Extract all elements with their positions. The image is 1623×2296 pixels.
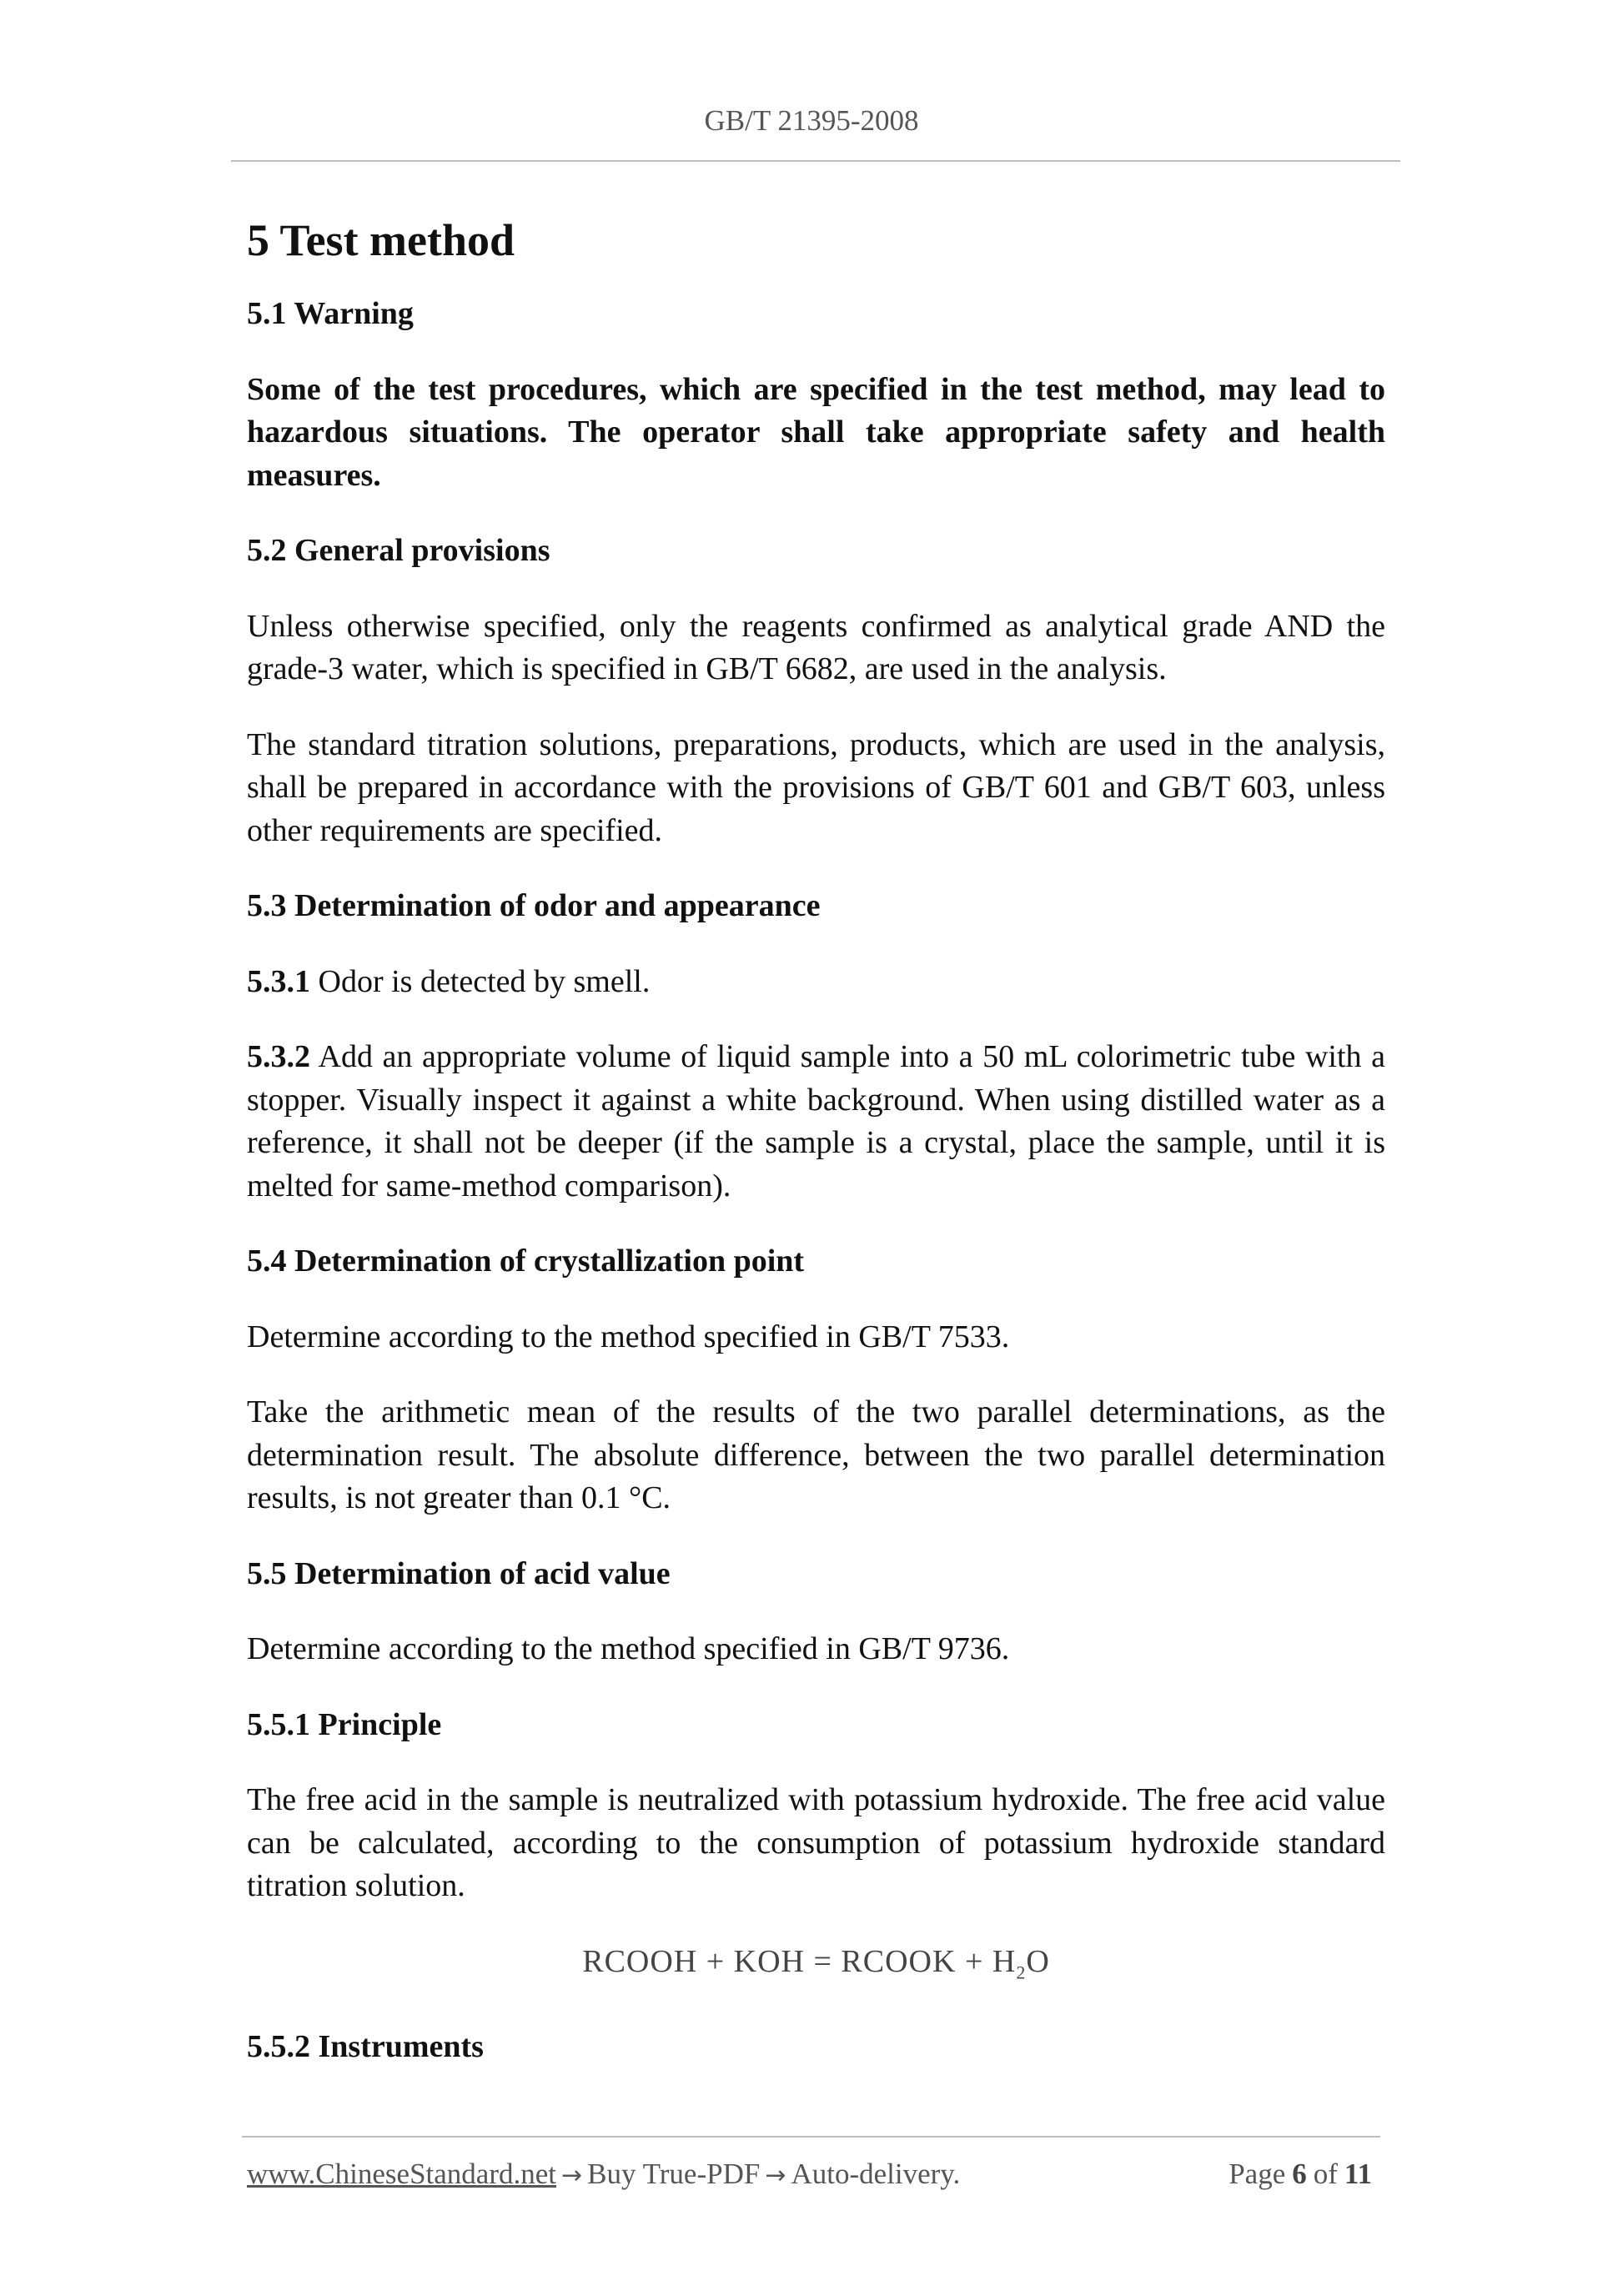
- page-word: Page: [1229, 2158, 1286, 2190]
- running-header: GB/T 21395-2008: [704, 104, 919, 137]
- clause-number: 5.3.1: [247, 963, 310, 999]
- buy-text: Buy True-PDF: [587, 2158, 761, 2190]
- heading-5-5: 5.5 Determination of acid value: [247, 1555, 671, 1591]
- paragraph-5-4-b: Take the arithmetic mean of the results of the two parallel determinations, as the determination result. The absolute difference, between the two parallel determination results, is not greater than 0.1 °C.: [247, 1394, 1385, 1515]
- warning-text: Some of the test procedures, which are specified in the test method, may lead to hazardous situations. The operator shall take appropriate safety and health measures.: [247, 371, 1385, 493]
- heading-5-2: 5.2 General provisions: [247, 533, 550, 568]
- equation-main: RCOOH + KOH = RCOOK + H: [582, 1943, 1017, 1979]
- heading-5-3: 5.3 Determination of odor and appearance: [247, 888, 821, 923]
- heading-5-5-1: 5.5.1 Principle: [247, 1706, 442, 1742]
- page-current: 6: [1292, 2158, 1307, 2190]
- page-total: 11: [1344, 2158, 1372, 2190]
- header-divider: [231, 160, 1400, 162]
- paragraph-5-5: Determine according to the method specified in GB/T 9736.: [247, 1631, 1010, 1666]
- clause-number: 5.3.2: [247, 1039, 310, 1074]
- heading-5-5-2: 5.5.2 Instruments: [247, 2028, 484, 2064]
- heading-5-4: 5.4 Determination of crystallization point: [247, 1243, 805, 1279]
- document-body: [247, 213, 1385, 2101]
- footer-divider: [242, 2136, 1380, 2138]
- paragraph-5-2-b: The standard titration solutions, preparations, products, which are used in the analysis, shall be prepared in accordance with the provisions of GB/T 601 and GB/T 603, unless other requirements are specified.: [247, 726, 1385, 848]
- site-link[interactable]: www.ChineseStandard.net: [247, 2158, 556, 2190]
- equation-subscript: 2: [1016, 1962, 1027, 1983]
- clause-5-3-2: [247, 1036, 1385, 1208]
- paragraph-5-4-a: Determine according to the method specified in GB/T 7533.: [247, 1319, 1010, 1354]
- arrow-right-icon: →: [765, 2161, 786, 2190]
- clause-text: Odor is detected by smell.: [310, 963, 651, 999]
- heading-5-1: 5.1 Warning: [247, 296, 414, 331]
- reaction-equation: [247, 1941, 1385, 1994]
- equation-tail: O: [1026, 1943, 1050, 1979]
- delivery-text: Auto-delivery.: [791, 2158, 961, 2190]
- paragraph-5-2-a: Unless otherwise specified, only the reagents confirmed as analytical grade AND the grade-3 water, which is specified in GB/T 6682, are used in the analysis.: [247, 608, 1385, 686]
- section-title: 5 Test method: [247, 215, 515, 265]
- footer-promo: [247, 2158, 960, 2191]
- clause-text: Add an appropriate volume of liquid sample into a 50 mL colorimetric tube with a stopper. Visually inspect it against a white background. When using distilled water as a reference, it shall not be deeper (if the sample is a crystal, place the sample, until it is melted for same-method comparison).: [247, 1039, 1385, 1203]
- of-word: of: [1313, 2158, 1338, 2190]
- arrow-right-icon: →: [561, 2161, 583, 2190]
- clause-5-3-1: [247, 961, 1385, 1004]
- page-counter: [1229, 2158, 1379, 2191]
- principle-text: The free acid in the sample is neutralized with potassium hydroxide. The free acid value can be calculated, according to the consumption of potassium hydroxide standard titration solution.: [247, 1782, 1385, 1903]
